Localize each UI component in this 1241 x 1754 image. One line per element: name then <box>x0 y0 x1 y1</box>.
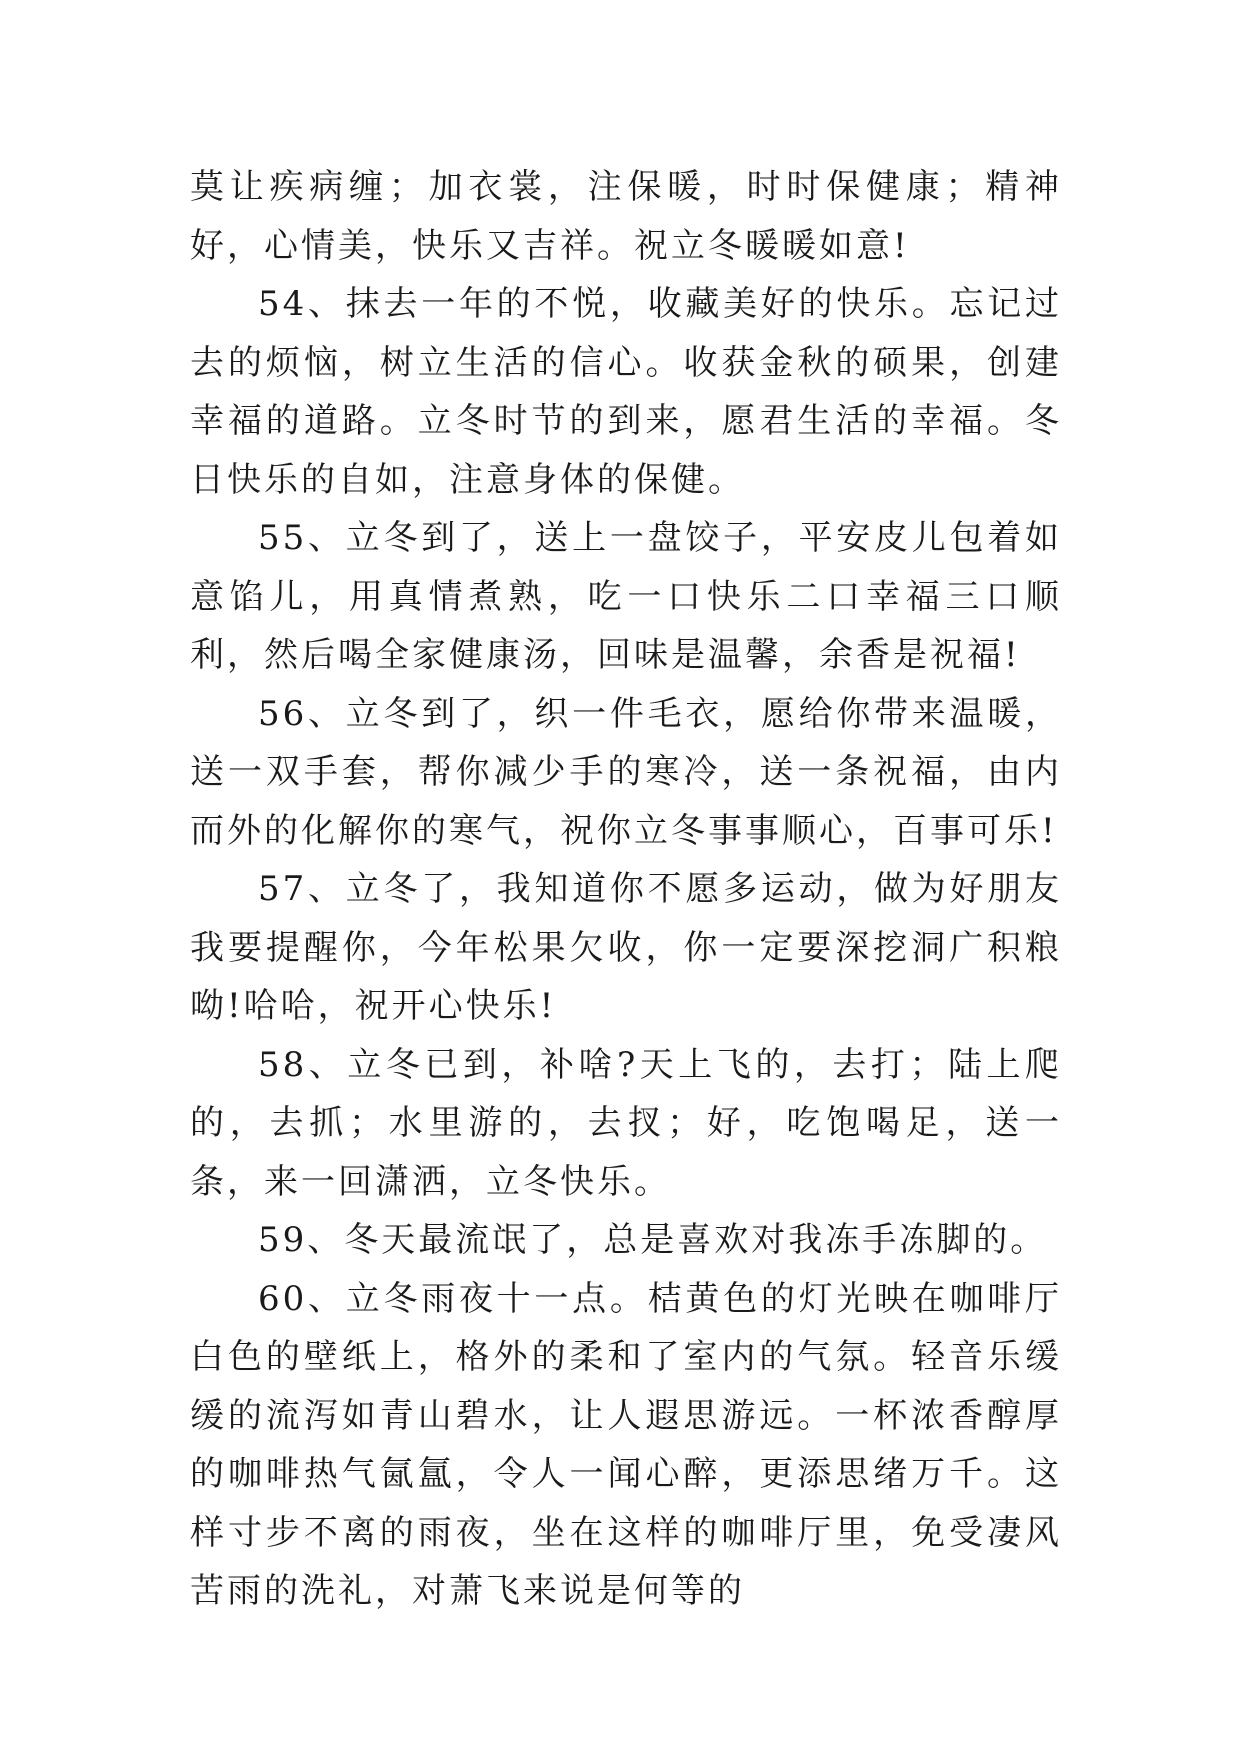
paragraph-continued: 莫让疾病缠；加衣裳，注保暖，时时保健康；精神好，心情美，快乐又吉祥。祝立冬暖暖如意! <box>190 167 1062 266</box>
body-text <box>190 158 1062 1621</box>
paragraph-58: 58、立冬已到，补啥?天上飞的，去打；陆上爬的，去抓；水里游的，去扠；好，吃饱喝足，送一条，来一回潇洒，立冬快乐。 <box>190 1044 1062 1202</box>
paragraph-55: 55、立冬到了，送上一盘饺子，平安皮儿包着如意馅儿，用真情煮熟，吃一口快乐二口幸福三口顺利，然后喝全家健康汤，回味是温馨，余香是祝福! <box>190 518 1062 675</box>
paragraph-60: 60、立冬雨夜十一点。桔黄色的灯光映在咖啡厅白色的壁纸上，格外的柔和了室内的气氛。轻音乐缓缓的流泻如青山碧水，让人遐思游远。一杯浓香醇厚的咖啡热气氤氲，令人一闻心醉，更添思绪万千。这样寸步不离的雨夜，坐在这样的咖啡厅里，免受凄风苦雨的洗礼，对萧飞来说是何等的 <box>190 1278 1062 1611</box>
paragraph-56: 56、立冬到了，织一件毛衣，愿给你带来温暖，送一双手套，帮你减少手的寒冷，送一条祝福，由内而外的化解你的寒气，祝你立冬事事顺心，百事可乐! <box>190 693 1062 851</box>
paragraph-59: 59、冬天最流氓了，总是喜欢对我冻手冻脚的。 <box>258 1220 1048 1260</box>
paragraph-57: 57、立冬了，我知道你不愿多运动，做为好朋友我要提醒你，今年松果欠收，你一定要深挖洞广积粮呦!哈哈，祝开心快乐! <box>190 869 1062 1026</box>
paragraph-54: 54、抹去一年的不悦，收藏美好的快乐。忘记过去的烦恼，树立生活的信心。收获金秋的硕果，创建幸福的道路。立冬时节的到来，愿君生活的幸福。冬日快乐的自如，注意身体的保健。 <box>190 284 1062 500</box>
